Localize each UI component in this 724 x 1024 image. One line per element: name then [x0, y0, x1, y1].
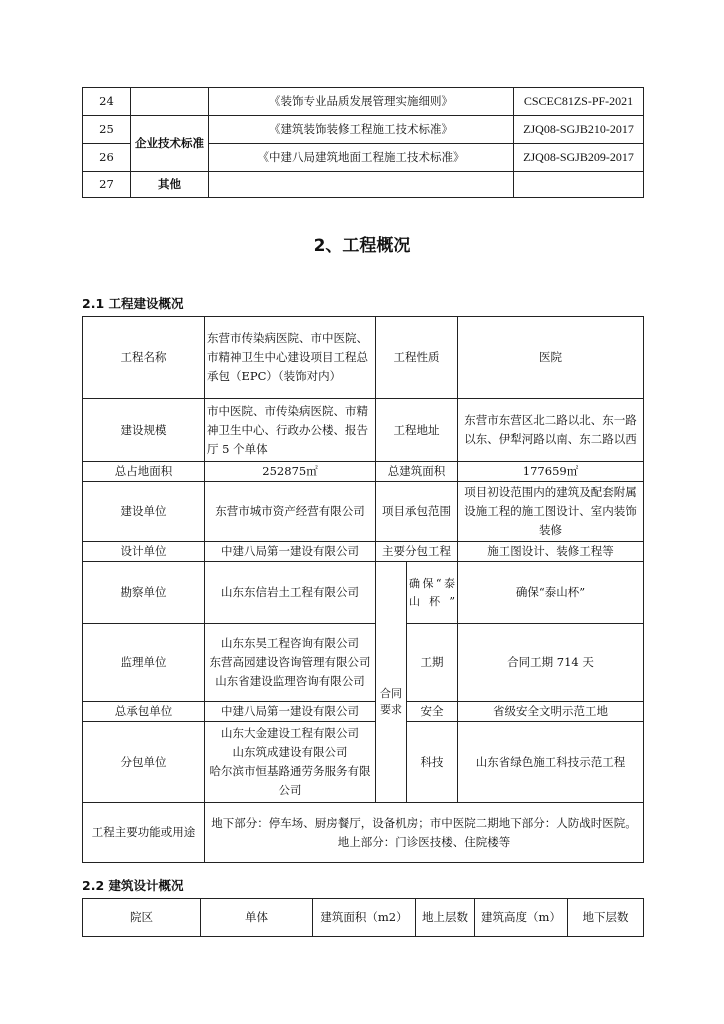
table-row — [83, 702, 644, 722]
table-row — [83, 482, 644, 542]
quality-value: 确保“泰山杯” — [458, 562, 644, 624]
table-row — [83, 803, 644, 863]
standard-code: ZJQ08-SGJB210-2017 — [514, 116, 644, 144]
quality-label: 确保“泰山杯” — [407, 562, 458, 624]
table-row — [83, 172, 644, 198]
header-campus: 院区 — [83, 899, 201, 937]
header-floors-below: 地下层数 — [568, 899, 644, 937]
supervisor-item: 山东省建设监理咨询有限公司 — [215, 674, 365, 688]
building-area-value: 177659㎡ — [458, 462, 644, 482]
contract-scope-value: 项目初设范围内的建筑及配套附属设施工程的施工图设计、室内装饰装修 — [458, 482, 644, 542]
survey-label: 勘察单位 — [83, 562, 205, 624]
header-floors-above: 地上层数 — [416, 899, 475, 937]
subsection-heading-2-1: 2.1 工程建设概况 — [82, 296, 184, 311]
building-area-label: 总建筑面积 — [376, 462, 458, 482]
standard-name — [209, 172, 514, 198]
contract-req-label: 合同要求 — [376, 562, 407, 803]
row-number: 26 — [83, 144, 131, 172]
supervisor-value — [205, 624, 376, 702]
function-line: 地下部分：停车场、厨房餐厅，设备机房；市中医院二期地下部分：人防战时医院。 — [211, 815, 637, 830]
subcontractor-item: 山东大金建设工程有限公司 — [221, 726, 359, 740]
project-nature-label: 工程性质 — [376, 317, 458, 399]
table-row — [83, 624, 644, 702]
category-enterprise: 企业技术标准 — [131, 116, 209, 172]
tech-label: 科技 — [407, 722, 458, 803]
standard-code: ZJQ08-SGJB209-2017 — [514, 144, 644, 172]
land-area-label: 总占地面积 — [83, 462, 205, 482]
category-other: 其他 — [131, 172, 209, 198]
category-cell — [131, 88, 209, 116]
table-row — [83, 88, 644, 116]
supervisor-item: 山东东昊工程咨询有限公司 — [221, 636, 359, 650]
table-row — [83, 317, 644, 399]
scale-label: 建设规模 — [83, 399, 205, 462]
address-value: 东营市东营区北二路以北、东一路以东、伊犁河路以南、东二路以西 — [458, 399, 644, 462]
contract-scope-label: 项目承包范围 — [376, 482, 458, 542]
subcontractor-item: 哈尔滨市恒基路通劳务服务有限公司 — [209, 764, 371, 797]
header-height: 建筑高度（m） — [475, 899, 568, 937]
header-area: 建筑面积（m2） — [313, 899, 416, 937]
header-building: 单体 — [201, 899, 313, 937]
owner-value: 东营市城市资产经营有限公司 — [205, 482, 376, 542]
standard-code: CSCEC81ZS-PF-2021 — [514, 88, 644, 116]
row-number: 27 — [83, 172, 131, 198]
survey-value: 山东东信岩土工程有限公司 — [205, 562, 376, 624]
main-sub-label: 主要分包工程 — [376, 542, 458, 562]
function-line: 地上部分：门诊医技楼、住院楼等 — [337, 834, 511, 849]
table-row — [83, 462, 644, 482]
building-design-table — [82, 898, 644, 937]
supervisor-item: 东营高园建设咨询管理有限公司 — [209, 655, 371, 669]
row-number: 25 — [83, 116, 131, 144]
table-row — [83, 562, 644, 624]
project-name-value: 东营市传染病医院、市中医院、市精神卫生中心建设项目工程总承包（EPC）（装饰对内） — [205, 317, 376, 399]
scale-value: 市中医院、市传染病医院、市精神卫生中心、行政办公楼、报告厅 5 个单体 — [205, 399, 376, 462]
subsection-heading-2-2: 2.2 建筑设计概况 — [82, 878, 184, 893]
gc-label: 总承包单位 — [83, 702, 205, 722]
table-row — [83, 722, 644, 803]
standard-code — [514, 172, 644, 198]
table-header-row — [83, 899, 644, 937]
row-number: 24 — [83, 88, 131, 116]
gc-value: 中建八局第一建设有限公司 — [205, 702, 376, 722]
table-row — [83, 542, 644, 562]
period-value: 合同工期 714 天 — [458, 624, 644, 702]
section-title: 2、工程概况 — [313, 236, 411, 256]
supervisor-label: 监理单位 — [83, 624, 205, 702]
owner-label: 建设单位 — [83, 482, 205, 542]
project-name-label: 工程名称 — [83, 317, 205, 399]
project-nature-value: 医院 — [458, 317, 644, 399]
safety-label: 安全 — [407, 702, 458, 722]
standard-name: 《建筑装饰装修工程施工技术标准》 — [209, 116, 514, 144]
designer-value: 中建八局第一建设有限公司 — [205, 542, 376, 562]
function-value — [205, 803, 644, 863]
standard-name: 《中建八局建筑地面工程施工技术标准》 — [209, 144, 514, 172]
period-label: 工期 — [407, 624, 458, 702]
table-row — [83, 399, 644, 462]
subcontractor-item: 山东筑成建设有限公司 — [232, 745, 348, 759]
subcontractor-label: 分包单位 — [83, 722, 205, 803]
subcontractor-value — [205, 722, 376, 803]
safety-value: 省级安全文明示范工地 — [458, 702, 644, 722]
address-label: 工程地址 — [376, 399, 458, 462]
function-label: 工程主要功能或用途 — [83, 803, 205, 863]
standards-table — [82, 87, 644, 198]
land-area-value: 252875㎡ — [205, 462, 376, 482]
tech-value: 山东省绿色施工科技示范工程 — [458, 722, 644, 803]
project-overview-table — [82, 316, 644, 863]
main-sub-value: 施工图设计、装修工程等 — [458, 542, 644, 562]
standard-name: 《装饰专业品质发展管理实施细则》 — [209, 88, 514, 116]
designer-label: 设计单位 — [83, 542, 205, 562]
table-row — [83, 116, 644, 144]
